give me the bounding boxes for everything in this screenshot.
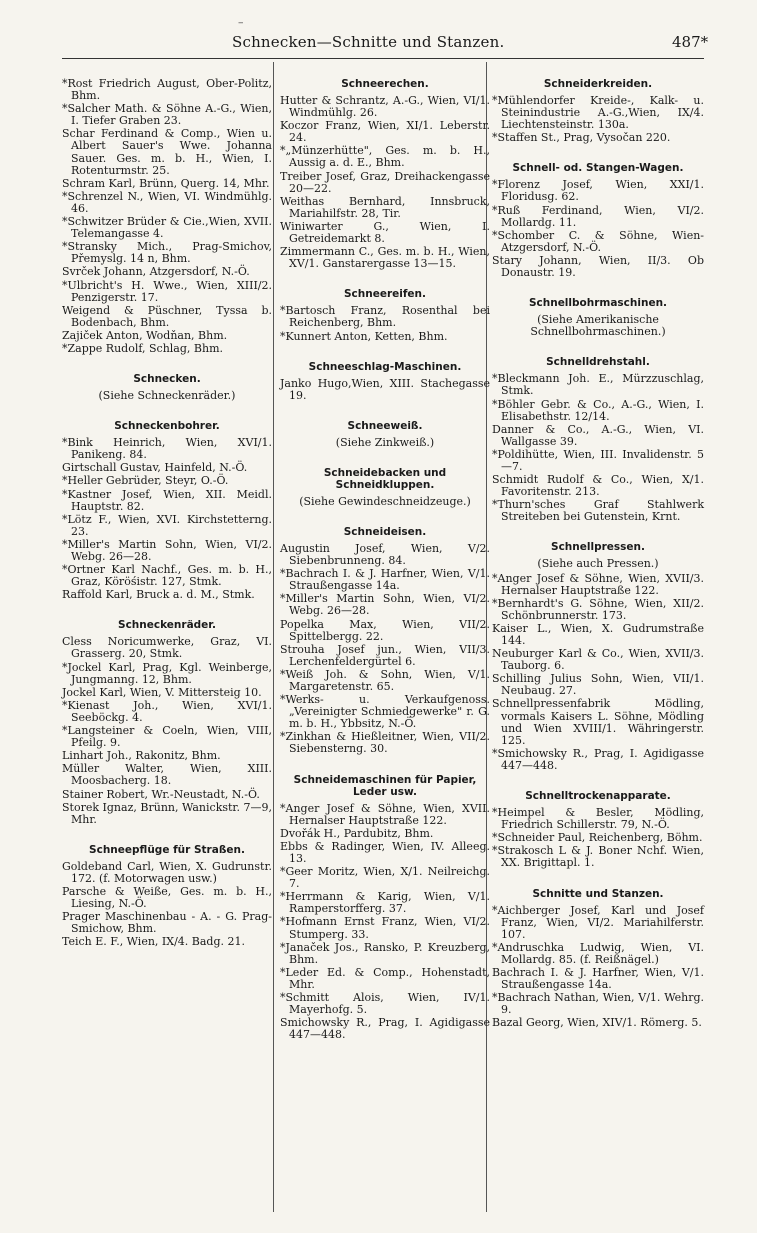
see-reference: (Siehe Schneckenräder.) — [98, 389, 236, 403]
directory-entry: *Thurn'sches Graf Stahlwerk Streiteben bei Gutenstein, Krnt. — [492, 498, 704, 524]
directory-entry: *Werks- u. Verkaufgenoss. „Vereinigter Schmiedgewerke" r. G. m. b. H., Ybbsitz, N.-Ö. — [280, 693, 490, 731]
directory-entry: *Heimpel & Besler, Mödling, Friedrich Schillerstr. 79, N.-Ö. — [492, 806, 704, 832]
section-heading: Schnitte und Stanzen. — [532, 887, 664, 900]
section — [62, 373, 272, 402]
directory-entry: *Leder Ed. & Comp., Hohenstadt, Mhr. — [280, 965, 490, 991]
section — [492, 162, 704, 279]
section-heading: Schneckenbohrer. — [114, 420, 220, 433]
directory-entry: Bachrach I. & J. Harfner, Wien, V/1. Straußengasse 14a. — [492, 965, 704, 992]
directory-entry: Dvořák H., Pardubitz, Bhm. — [280, 826, 434, 840]
section-heading: Schnecken. — [133, 373, 201, 386]
directory-entry: Hutter & Schrantz, A.-G., Wien, VI/1. Windmühlg. 26. — [280, 94, 490, 120]
directory-entry: *Herrmann & Karig, Wien, V/1. Ramperstorfferg. 37. — [280, 890, 490, 916]
directory-entry: *Stransky Mich., Prag-Smichov, Přemyslg. 14 n, Bhm. — [62, 240, 272, 266]
section — [62, 844, 272, 949]
directory-entry: Weithas Bernhard, Innsbruck, Mariahilfstr. 28, Tir. — [280, 194, 490, 220]
section — [280, 467, 490, 508]
directory-entry: *Anger Josef & Söhne, Wien, XVII. Hernalser Hauptstraße 122. — [280, 801, 490, 827]
directory-entry: *Schwitzer Brüder & Cie.,Wien, XVII. Telemangasse 4. — [62, 215, 272, 241]
section-heading: Schneerechen. — [341, 78, 429, 90]
section — [62, 619, 272, 825]
section-heading: Schneidebacken und Schneidkluppen. — [323, 466, 447, 491]
section — [280, 526, 490, 756]
section — [280, 78, 490, 270]
page-title: Schnecken—Schnitte und Stanzen. — [232, 33, 505, 51]
directory-entry: *Salcher Math. & Söhne A.-G., Wien, I. Tiefer Graben 23. — [62, 102, 272, 128]
see-reference: (Siehe auch Pressen.) — [537, 557, 659, 571]
directory-entry: *Schomber C. & Söhne, Wien-Atzgersdorf, N.-Ö. — [492, 228, 704, 254]
directory-entry: Neuburger Karl & Co., Wien, XVII/3. Tauborg. 6. — [492, 647, 704, 673]
section — [492, 541, 704, 772]
section-heading: Schneeweiß. — [347, 419, 423, 432]
directory-entry: *Ortner Karl Nachf., Ges. m. b. H., Graz, Köröśistr. 127, Stmk. — [62, 563, 272, 589]
directory-entry: Müller Walter, Wien, XIII. Moosbacherg. 18. — [62, 762, 272, 788]
directory-entry: Parsche & Weiße, Ges. m. b. H., Liesing, N.-Ö. — [62, 884, 272, 911]
directory-entry: *Schmitt Alois, Wien, IV/1. Mayerhofg. 5. — [280, 990, 490, 1017]
directory-entry: *„Münzerhütte", Ges. m. b. H., Aussig a. d. E., Bhm. — [280, 144, 490, 170]
directory-entry: Schnellpressenfabrik Mödling, vormals Kaisers L. Söhne, Mödling und Wien XVIII/1. Währingerstr. 125. — [492, 697, 704, 747]
directory-entry: *Bachrach I. & J. Harfner, Wien, V/1. Straußengasse 14a. — [280, 567, 490, 593]
directory-entry: *Bachrach Nathan, Wien, V/1. Wehrg. 9. — [492, 991, 704, 1017]
directory-entry: *Kastner Josef, Wien, XII. Meidl. Hauptstr. 82. — [62, 487, 272, 513]
directory-entry: *Bink Heinrich, Wien, XVI/1. Panikeng. 84. — [62, 436, 272, 462]
directory-entry: *Aichberger Josef, Karl und Josef Franz, Wien, VI/2. Mariahilferstr. 107. — [492, 903, 704, 941]
directory-entry: Jockel Karl, Wien, V. Mittersteig 10. — [62, 685, 262, 699]
directory-entry: Zajiček Anton, Wodňan, Bhm. — [62, 328, 228, 342]
section — [280, 420, 490, 449]
section-heading: Schneidemaschinen für Papier, Leder usw. — [293, 773, 477, 798]
directory-entry: *Bleckmann Joh. E., Mürzzuschlag, Stmk. — [492, 372, 704, 398]
directory-entry: *Bartosch Franz, Rosenthal bei Reichenberg, Bhm. — [280, 304, 490, 330]
column-1 — [62, 78, 272, 949]
directory-entry: Raffold Karl, Bruck a. d. M., Stmk. — [62, 588, 255, 602]
directory-entry: Koczor Franz, Wien, XI/1. Leberstr. 24. — [280, 119, 490, 145]
see-reference: (Siehe Zinkweiß.) — [335, 435, 435, 449]
section — [492, 356, 704, 523]
directory-entry: *Anger Josef & Söhne, Wien, XVII/3. Hernalser Hauptstraße 122. — [492, 571, 704, 597]
directory-entry: Schmidt Rudolf & Co., Wien, X/1. Favoritenstr. 213. — [492, 473, 704, 499]
directory-entry: *Jockel Karl, Prag, Kgl. Weinberge, Jungmanng. 12, Bhm. — [62, 660, 272, 686]
directory-entry: Stary Johann, Wien, II/3. Ob Donaustr. 19. — [492, 253, 704, 280]
directory-entry: Ebbs & Radinger, Wien, IV. Alleeg. 13. — [280, 839, 490, 865]
directory-entry: Girtschall Gustav, Hainfeld, N.-Ö. — [62, 461, 248, 475]
directory-entry: *Kienast Joh., Wien, XVI/1. Seeböckg. 4. — [62, 698, 272, 724]
section-heading: Schnelldrehstahl. — [546, 356, 650, 369]
directory-entry: Weigend & Püschner, Tyssa b. Bodenbach, Bhm. — [62, 303, 272, 329]
header-rule — [62, 58, 704, 59]
section-heading: Schneereifen. — [343, 288, 427, 301]
directory-entry: Linhart Joh., Rakonitz, Bhm. — [62, 749, 221, 763]
directory-entry: *Miller's Martin Sohn, Wien, VI/2. Webg. 26—28. — [62, 537, 272, 563]
directory-entry: *Miller's Martin Sohn, Wien, VI/2. Webg. 26—28. — [280, 592, 490, 618]
directory-entry: Schilling Julius Sohn, Wien, VII/1. Neubaug. 27. — [492, 672, 704, 698]
directory-entry: *Weiß Joh. & Sohn, Wien, V/1. Margaretenstr. 65. — [280, 667, 490, 693]
column-2 — [280, 78, 490, 1042]
section-heading: Schnell- od. Stangen-Wagen. — [512, 162, 684, 175]
page-number: 487* — [672, 33, 709, 51]
section-heading: Schnellpressen. — [551, 541, 645, 554]
header-mark: – — [238, 16, 244, 29]
directory-entry: *Ruß Ferdinand, Wien, VI/2. Mollardg. 11. — [492, 203, 704, 229]
see-reference: (Siehe Gewindeschneidzeuge.) — [299, 494, 471, 508]
directory-entry: *Smichowsky R., Prag, I. Agidigasse 447—448. — [492, 746, 704, 772]
directory-entry: Winiwarter G., Wien, I. Getreidemarkt 8. — [280, 219, 490, 246]
section-heading: Schnellbohrmaschinen. — [528, 297, 668, 310]
directory-entry: *Andruschka Ludwig, Wien, VI. Mollardg. 85. (f. Reißnägel.) — [492, 940, 704, 966]
section-heading: Schneiderkreiden. — [543, 78, 653, 90]
directory-entry: *Zappe Rudolf, Schlag, Bhm. — [62, 341, 223, 355]
section-heading: Schnelltrockenapparate. — [525, 790, 671, 803]
directory-entry: *Staffen St., Prag, Vysočan 220. — [492, 131, 671, 145]
section-heading: Schneeschlag-Maschinen. — [308, 360, 462, 373]
directory-entry: Augustin Josef, Wien, V/2. Siebenbrunneng. 84. — [280, 541, 490, 568]
see-reference: (Siehe Amerikanische Schnellbohrmaschinen.) — [530, 313, 666, 339]
directory-entry: *Zinkhan & Hießleitner, Wien, VII/2. Siebensterng. 30. — [280, 730, 490, 756]
directory-entry: *Langsteiner & Coeln, Wien, VIII, Pfeilg. 9. — [62, 724, 272, 750]
column-divider — [273, 62, 274, 1212]
directory-entry: *Rost Friedrich August, Ober-Politz, Bhm. — [62, 77, 272, 103]
directory-entry: *Schneider Paul, Reichenberg, Böhm. — [492, 831, 703, 845]
directory-entry: *Schrenzel N., Wien, VI. Windmühlg. 46. — [62, 189, 272, 215]
directory-entry: Storek Ignaz, Brünn, Wanickstr. 7—9, Mhr. — [62, 800, 272, 826]
section — [492, 78, 704, 144]
directory-entry: *Kunnert Anton, Ketten, Bhm. — [280, 329, 448, 343]
directory-entry: *Mühlendorfer Kreide-, Kalk- u. Steinindustrie A.-G.,Wien, IX/4. Liechtensteinstr. 130a. — [492, 94, 704, 132]
directory-entry: Stainer Robert, Wr.-Neustadt, N.-Ö. — [62, 787, 260, 801]
directory-entry: Smichowsky R., Prag, I. Agidigasse 447—448. — [280, 1016, 490, 1042]
directory-entry: *Bernhardt's G. Söhne, Wien, XII/2. Schönbrunnerstr. 173. — [492, 596, 704, 622]
section — [280, 288, 490, 342]
column-3 — [492, 78, 704, 1030]
directory-entry: Teich E. F., Wien, IX/4. Badg. 21. — [62, 935, 245, 949]
section — [62, 420, 272, 601]
directory-entry: Popelka Max, Wien, VII/2. Spittelbergg. 22. — [280, 617, 490, 643]
directory-entry: Treiber Josef, Graz, Dreihackengasse 20—22. — [280, 169, 490, 195]
directory-entry: *Florenz Josef, Wien, XXI/1. Floridusg. 62. — [492, 178, 704, 204]
section — [492, 790, 704, 869]
directory-entry: *Heller Gebrüder, Steyr, O.-Ö. — [62, 474, 229, 488]
section-heading: Schneepflüge für Straßen. — [89, 843, 245, 856]
directory-entry: Bazal Georg, Wien, XIV/1. Römerg. 5. — [492, 1016, 702, 1030]
directory-entry: *Lötz F., Wien, XVI. Kirchstetterng. 23. — [62, 512, 272, 538]
directory-entry: Janko Hugo,Wien, XIII. Stachegasse 19. — [280, 376, 490, 402]
directory-entry: Prager Maschinenbau - A. - G. Prag-Smichow, Bhm. — [62, 910, 272, 936]
directory-entry: Danner & Co., A.-G., Wien, VI. Wallgasse 39. — [492, 422, 704, 448]
directory-entry: *Böhler Gebr. & Co., A.-G., Wien, I. Elisabethstr. 12/14. — [492, 397, 704, 423]
section-heading: Schneckenräder. — [118, 619, 216, 632]
directory-entry: Strouha Josef jun., Wien, VII/3. Lerchenfeldergürtel 6. — [280, 642, 490, 668]
directory-entry: Kaiser L., Wien, X. Gudrumstraße 144. — [492, 621, 704, 647]
section — [280, 774, 490, 1042]
directory-entry: Schram Karl, Brünn, Querg. 14, Mhr. — [62, 176, 270, 190]
section — [280, 361, 490, 402]
directory-entry: *Geer Moritz, Wien, X/1. Neilreichg. 7. — [280, 865, 490, 891]
directory-entry: *Ulbricht's H. Wwe., Wien, XIII/2. Penzigerstr. 17. — [62, 278, 272, 304]
section — [62, 78, 272, 355]
section — [492, 888, 704, 1030]
directory-entry: Zimmermann C., Ges. m. b. H., Wien, XV/1. Ganstarergasse 13—15. — [280, 245, 490, 271]
directory-entry: Schar Ferdinand & Comp., Wien u. Albert Sauer's Wwe. Johanna Sauer. Ges. m. b. H., Wien, I. Rotenturmstr. 25. — [62, 127, 272, 177]
directory-entry: *Poldihütte, Wien, III. Invalidenstr. 5—7. — [492, 447, 704, 473]
directory-entry: Cless Noricumwerke, Graz, VI. Grasserg. 20, Stmk. — [62, 635, 272, 661]
directory-entry: *Hofmann Ernst Franz, Wien, VI/2. Stumperg. 33. — [280, 915, 490, 941]
directory-entry: Goldeband Carl, Wien, X. Gudrunstr. 172. (f. Motorwagen usw.) — [62, 859, 272, 885]
section-heading: Schneideisen. — [343, 525, 427, 538]
directory-entry: Svrček Johann, Atzgersdorf, N.-Ö. — [62, 265, 250, 279]
section — [492, 297, 704, 338]
directory-entry: *Strakosch L & J. Boner Nchf. Wien, XX. Brigittapl. 1. — [492, 844, 704, 870]
directory-entry: *Janaček Jos., Ransko, P. Kreuzberg, Bhm. — [280, 940, 490, 966]
